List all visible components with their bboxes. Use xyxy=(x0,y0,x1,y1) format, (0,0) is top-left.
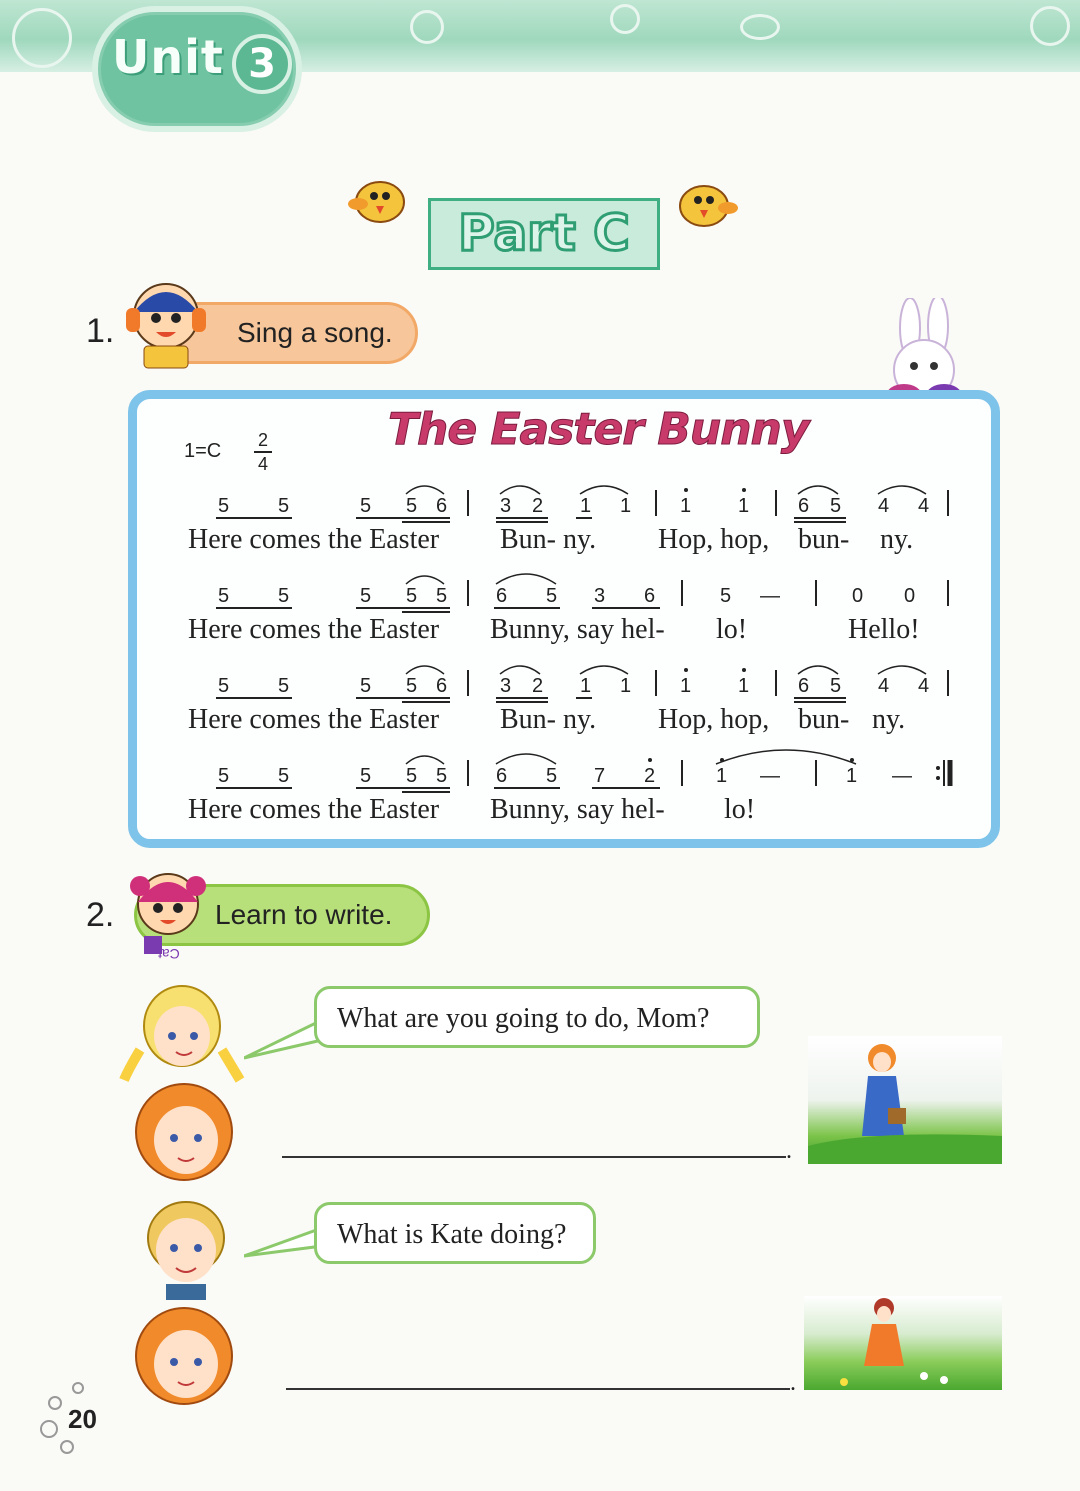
section-2-number: 2. xyxy=(86,896,115,934)
svg-text:1: 1 xyxy=(580,495,592,517)
page-number: 20 xyxy=(68,1404,97,1434)
lyric-segment: ny. xyxy=(872,704,906,735)
svg-text:5: 5 xyxy=(360,585,372,607)
svg-text:5: 5 xyxy=(360,765,372,787)
answer-period: . xyxy=(790,1370,796,1396)
svg-text:1: 1 xyxy=(620,675,632,697)
svg-text:5: 5 xyxy=(278,765,290,787)
svg-text:5: 5 xyxy=(218,495,230,517)
svg-text:1: 1 xyxy=(716,765,728,787)
lyric-segment: Bunny, say hel- xyxy=(490,614,665,645)
svg-text:0: 0 xyxy=(904,585,916,607)
lyric-segment: ny. xyxy=(880,524,914,555)
lyric-segment: Here comes the Easter xyxy=(188,524,440,555)
svg-text:4: 4 xyxy=(918,675,930,697)
speech-bubble-question: What is Kate doing? xyxy=(314,1202,596,1264)
svg-text:5: 5 xyxy=(830,495,842,517)
svg-text:3: 3 xyxy=(500,675,512,697)
lyric-segment: bun- xyxy=(798,704,850,735)
boy-icon xyxy=(126,1194,246,1304)
svg-text:2: 2 xyxy=(532,495,544,517)
section-1-title: Sing a song. xyxy=(156,302,418,364)
mom-icon xyxy=(124,1302,248,1414)
speech-tail xyxy=(244,1220,324,1260)
speech-bubble-question: What are you going to do, Mom? xyxy=(314,986,760,1048)
svg-text:5: 5 xyxy=(218,585,230,607)
lyric-segment: lo! xyxy=(724,794,756,825)
answer-period: . xyxy=(786,1138,792,1164)
lyric-segment: Bun- ny. xyxy=(500,704,597,735)
svg-text:5: 5 xyxy=(406,495,418,517)
scene-mom-easter-egg-hunt xyxy=(808,1036,1002,1164)
svg-text:1: 1 xyxy=(846,765,858,787)
svg-text:5: 5 xyxy=(406,585,418,607)
lyric-segment: bun- xyxy=(798,524,850,555)
svg-text:—: — xyxy=(760,585,780,607)
section-2-title: Learn to write. xyxy=(134,884,430,946)
lyric-segment: Bun- ny. xyxy=(500,524,597,555)
mom-icon xyxy=(124,1078,248,1190)
speech-tail xyxy=(244,1010,324,1060)
svg-text:—: — xyxy=(760,765,780,787)
svg-text:1: 1 xyxy=(738,495,750,517)
svg-text:1: 1 xyxy=(738,675,750,697)
cat-badge: Cat xyxy=(158,946,180,962)
answer-line[interactable] xyxy=(282,1156,786,1158)
svg-text:1: 1 xyxy=(580,675,592,697)
unit-number: 3 xyxy=(232,34,292,94)
svg-text:5: 5 xyxy=(360,495,372,517)
svg-text:4: 4 xyxy=(918,495,930,517)
svg-text:5: 5 xyxy=(406,765,418,787)
lyric-segment: lo! xyxy=(716,614,748,645)
lyric-segment: Here comes the Easter xyxy=(188,614,440,645)
lyric-segment: Hop, hop, xyxy=(658,524,770,555)
lyric-segment: Hop, hop, xyxy=(658,704,770,735)
svg-text:5: 5 xyxy=(278,675,290,697)
svg-text:4: 4 xyxy=(878,495,890,517)
svg-text:5: 5 xyxy=(406,675,418,697)
svg-text:2: 2 xyxy=(532,675,544,697)
lyric-segment: Hello! xyxy=(848,614,920,645)
time-signature-top: 2 xyxy=(257,430,268,450)
svg-text:5: 5 xyxy=(218,675,230,697)
svg-text:6: 6 xyxy=(496,765,508,787)
svg-text:3: 3 xyxy=(594,585,606,607)
ring-decoration xyxy=(60,1440,74,1454)
svg-text:6: 6 xyxy=(798,495,810,517)
svg-text:5: 5 xyxy=(830,675,842,697)
svg-text:6: 6 xyxy=(798,675,810,697)
lyric-segment: Here comes the Easter xyxy=(188,794,440,825)
answer-line[interactable] xyxy=(286,1388,790,1390)
svg-text:1: 1 xyxy=(620,495,632,517)
ring-decoration xyxy=(40,1420,58,1438)
unit-label: Unit xyxy=(112,30,224,84)
time-signature-bottom: 4 xyxy=(257,454,268,474)
part-title: Part C xyxy=(458,204,630,262)
lyric-segment: Bunny, say hel- xyxy=(490,794,665,825)
svg-text:1: 1 xyxy=(680,675,692,697)
svg-text:4: 4 xyxy=(878,675,890,697)
svg-text:5: 5 xyxy=(278,495,290,517)
svg-text:6: 6 xyxy=(436,675,448,697)
svg-text:3: 3 xyxy=(500,495,512,517)
song-key: 1=C xyxy=(184,440,222,462)
svg-text:6: 6 xyxy=(436,495,448,517)
svg-text:7: 7 xyxy=(594,765,606,787)
song-title: The Easter Bunny xyxy=(388,404,809,455)
svg-text:6: 6 xyxy=(496,585,508,607)
svg-text:5: 5 xyxy=(436,765,448,787)
svg-text:2: 2 xyxy=(644,765,656,787)
svg-text:6: 6 xyxy=(644,585,656,607)
svg-text:1: 1 xyxy=(680,495,692,517)
svg-text:5: 5 xyxy=(218,765,230,787)
lyric-segment: Here comes the Easter xyxy=(188,704,440,735)
svg-text:5: 5 xyxy=(546,585,558,607)
scene-kate-picking-flowers xyxy=(804,1296,1002,1390)
svg-text:5: 5 xyxy=(360,675,372,697)
svg-text:—: — xyxy=(892,765,912,787)
blonde-girl-icon xyxy=(118,980,248,1086)
section-1-number: 1. xyxy=(86,312,115,350)
ring-decoration xyxy=(48,1396,62,1410)
svg-text:0: 0 xyxy=(852,585,864,607)
svg-text:5: 5 xyxy=(546,765,558,787)
svg-text:5: 5 xyxy=(278,585,290,607)
ring-decoration xyxy=(72,1382,84,1394)
svg-text:5: 5 xyxy=(436,585,448,607)
svg-text:5: 5 xyxy=(720,585,732,607)
